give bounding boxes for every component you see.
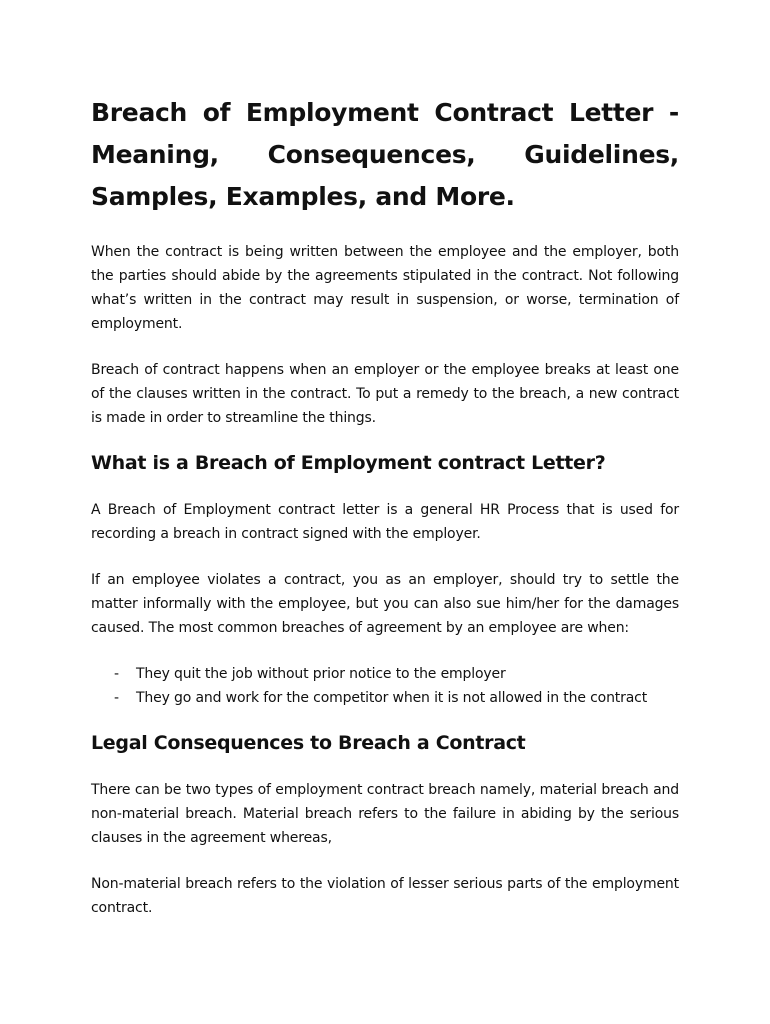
list-item (91, 662, 679, 686)
section-paragraph: There can be two types of employment contract breach namely, material breach and non-material breach. Material breach refers to the failure in abiding by the serious clauses in the agreement whereas, (91, 782, 679, 846)
document-body (91, 92, 679, 920)
intro-paragraph: When the contract is being written between the employee and the employer, both the parties should abide by the agreements stipulated in the contract. Not following what’s written in the contract may result in suspension, or worse, termination of employment. (91, 244, 679, 332)
section-paragraph: A Breach of Employment contract letter is a general HR Process that is used for recording a breach in contract signed with the employer. (91, 502, 679, 542)
section-paragraph: Non-material breach refers to the violation of lesser serious parts of the employment contract. (91, 876, 679, 916)
section-heading-definition: What is a Breach of Employment contract Letter? (91, 452, 606, 474)
list-item-text: They go and work for the competitor when it is not allowed in the contract (136, 690, 648, 706)
list-item (91, 686, 679, 710)
document-title: Breach of Employment Contract Letter - Meaning, Consequences, Guidelines, Samples, Examples, and More. (91, 98, 679, 211)
bullet-dash: - (114, 690, 119, 706)
intro-paragraph: Breach of contract happens when an employer or the employee breaks at least one of the clauses written in the contract. To put a remedy to the breach, a new contract is made in order to streamline the things. (91, 362, 679, 426)
breach-list (91, 662, 679, 710)
list-item-text: They quit the job without prior notice to the employer (136, 666, 506, 682)
bullet-dash: - (114, 666, 119, 682)
section-heading-consequences: Legal Consequences to Breach a Contract (91, 732, 526, 754)
section-paragraph: If an employee violates a contract, you as an employer, should try to settle the matter informally with the employee, but you can also sue him/her for the damages caused. The most common breaches of agreement by an employee are when: (91, 572, 679, 636)
